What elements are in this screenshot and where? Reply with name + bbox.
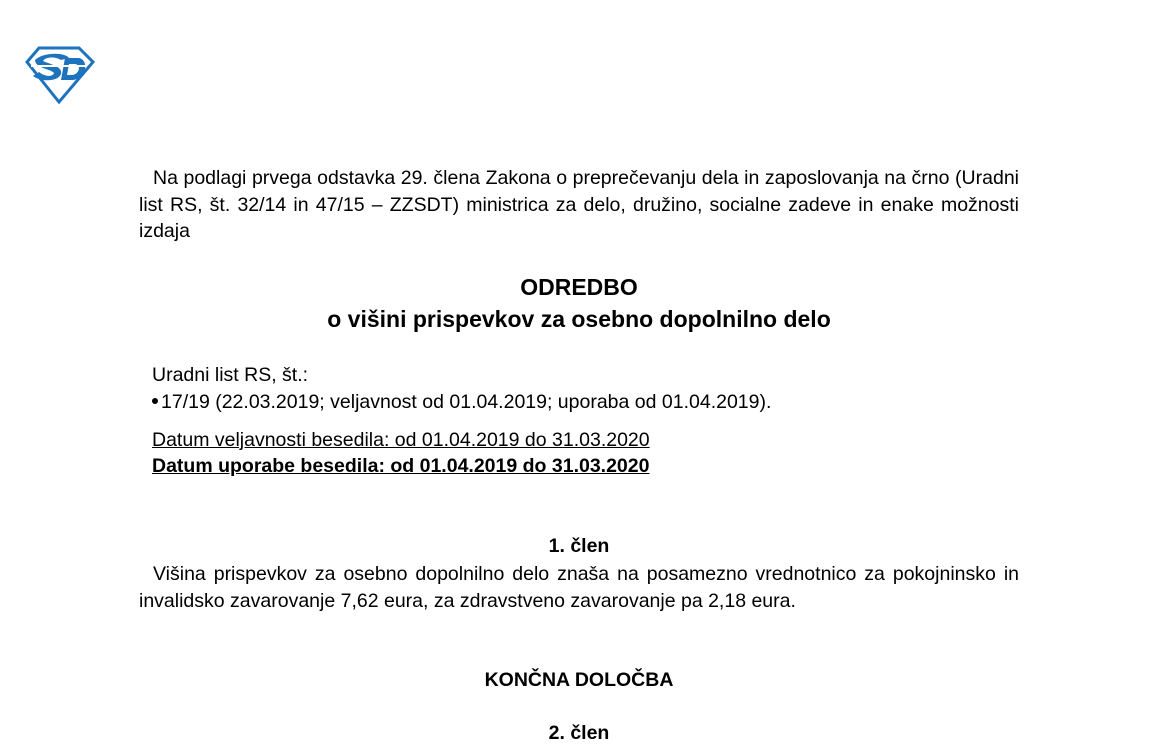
gazette-entry: [152, 390, 771, 414]
article-1-heading: 1. člen: [548, 535, 610, 557]
document-subtitle: o višini prispevkov za osebno dopolnilno delo: [327, 306, 831, 332]
document-title: ODREDBO: [520, 274, 638, 300]
gazette-label: Uradni list RS, št.:: [152, 364, 309, 386]
article-2-heading: 2. člen: [548, 722, 610, 744]
intro-paragraph: Na podlagi prvega odstavka 29. člena Zakona o preprečevanju dela in zaposlovanja na črno (Uradni list RS, št. 32/14 in 47/15 – ZZSDT) ministrica za delo, družino, socialne zadeve in enake možnosti izdaja: [139, 167, 1019, 242]
article-1-body: Višina prispevkov za osebno dopolnilno delo znaša na posamezno vrednotnico za pokojninsko in invalidsko zavarovanje 7,62 eura, za zdravstveno zavarovanje pa 2,18 eura.: [139, 563, 1019, 612]
gazette-entry-text: 17/19 (22.03.2019; veljavnost od 01.04.2019; uporaba od 01.04.2019).: [161, 391, 772, 413]
bullet-icon: [152, 398, 158, 404]
sd-diamond-logo-icon: [21, 44, 97, 104]
validity-date: Datum veljavnosti besedila: od 01.04.2019 do 31.03.2020: [152, 429, 650, 451]
application-date: Datum uporabe besedila: od 01.04.2019 do 31.03.2020: [152, 455, 650, 477]
sd-logo: [21, 44, 97, 104]
final-section-heading: KONČNA DOLOČBA: [484, 669, 674, 691]
